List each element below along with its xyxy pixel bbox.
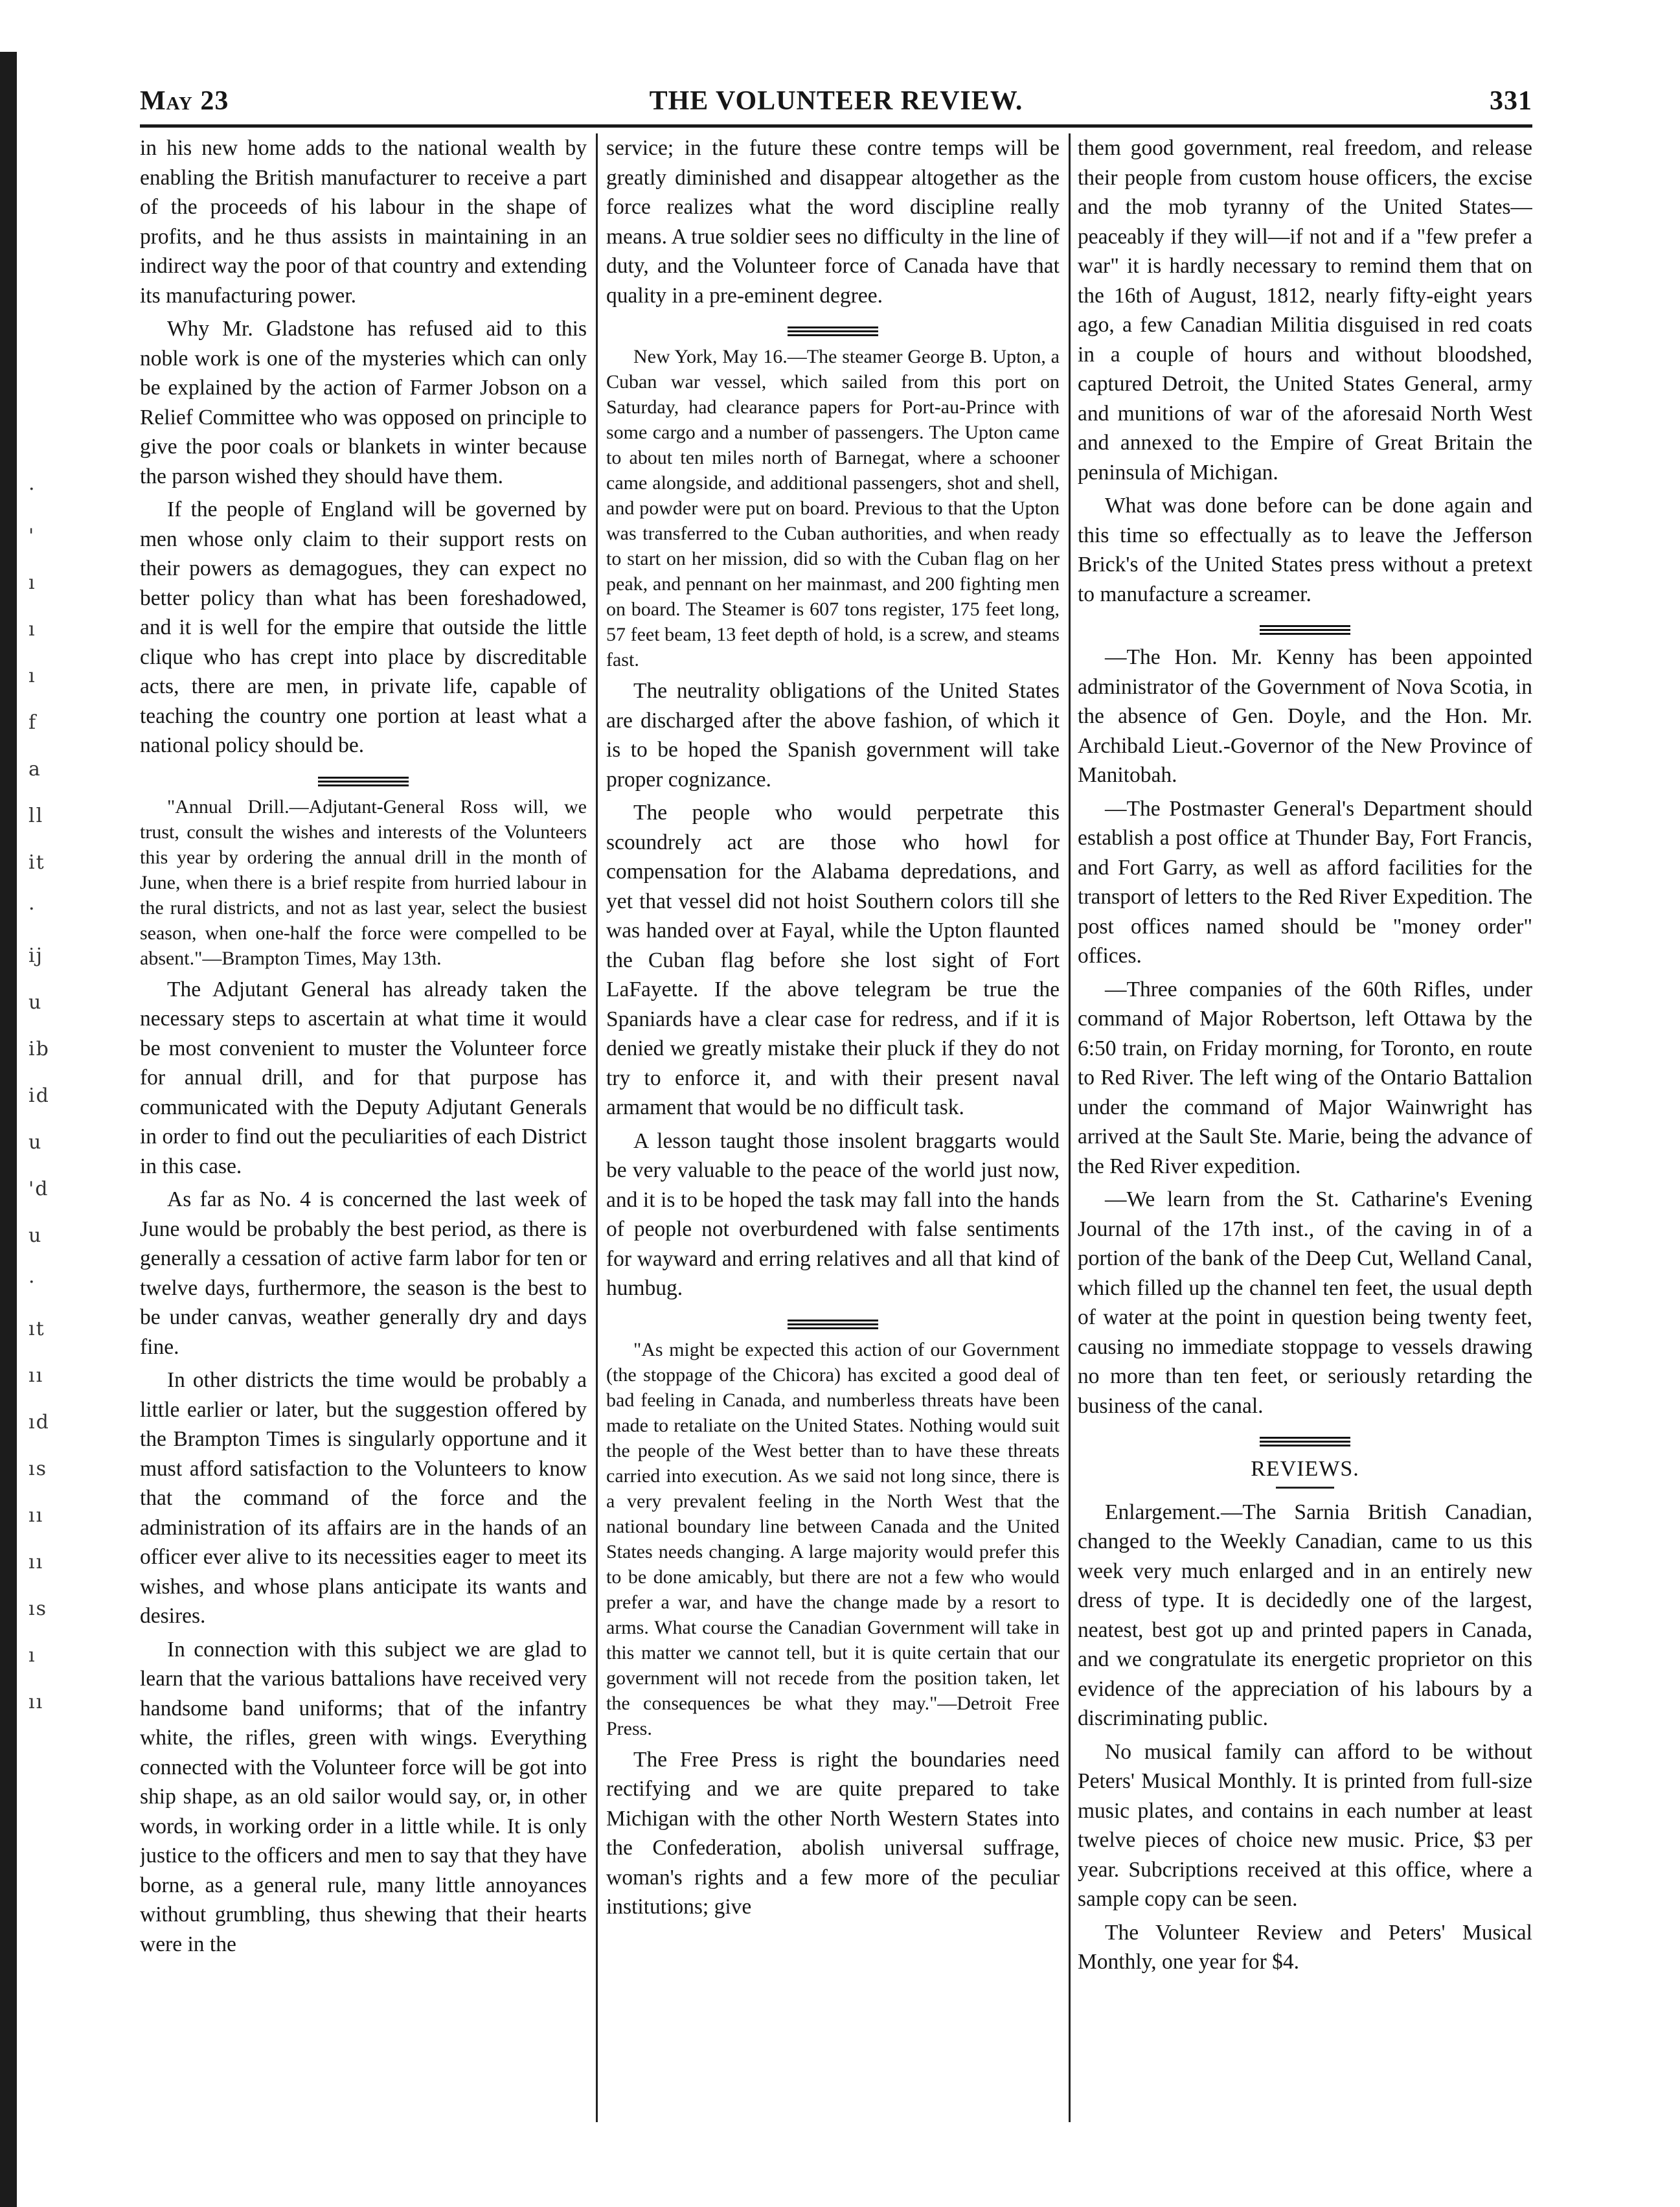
header-rule (140, 124, 1532, 128)
column-2 (606, 133, 1060, 2122)
news-item: —The Postmaster General's Department should establish a post office at Thunder Bay, Fort Francis, and Fort Garry, as well as afford facilities for the transport of letters to the Red River Expedition. The post offices named should be "money order" offices. (1078, 796, 1532, 968)
paragraph: The Adjutant General has already taken the necessary steps to ascertain at what time it would be most convenient to muster the Volunteer force for annual drill, and for that purpose has communicated with the Deputy Adjutant Generals in order to find out the peculiarities of each District in this case. (140, 977, 587, 1178)
news-item: —The Hon. Mr. Kenny has been appointed administrator of the Government of Nova Scotia, in the absence of Gen. Doyle, and the Hon. Mr. Archibald Lieut.-Governor of the New Province of Manitobah. (1078, 645, 1532, 787)
paragraph: The neutrality obligations of the United States are discharged after the above fashion, of which it is to be hoped the Spanish government will take proper cognizance. (606, 679, 1060, 792)
review-item: The Volunteer Review and Peters' Musical Monthly, one year for $4. (1078, 1920, 1532, 1974)
quoted-paragraph: "As might be expected this action of our Government (the stoppage of the Chicora) has excited a good deal of bad feeling in Canada, and numberless threats have been made to retaliate on the United States. Nothing would suit the people of the West better than to have these threats carried into execution. As we said not long since, there is a very prevalent feeling in the North West that the national boundary line between Canada and the United States needs changing. A large majority would prefer this to be done amicably, but there are not a few who would prefer a war, and have the change made by a resort to arms. What course the Canadian Government will take in this matter we cannot tell, but it is quite certain that our government will not recede from the position taken, let the consequences be what they may."—Detroit Free Press. (606, 1338, 1060, 1739)
binding-bleed-through: · ' ı ı ı f a ll it · ij u ib id u 'd u · ıt ıı ıd ıs ıı ıı ıs ı ıı (28, 478, 50, 1713)
paragraph: The people who would perpetrate this scoundrely act are those who howl for compensation for the Alabama depredations, and yet that vessel did not hoist Southern colors till she was handed over at Fayal, while the Upton flaunted the Cuban flag before she lost sight of Fort LaFayette. If the above telegram be true the Spaniards have a clear case for redress, and if it is denied we greatly mistake their pluck if they do not try to enforce it, and with their present naval armament that would be no difficult task. (606, 801, 1060, 1119)
news-item: —Three companies of the 60th Rifles, under command of Major Robertson, left Ottawa by the 6:50 train, on Friday morning, for Toronto, en route to Red River. The left wing of the Ontario Battalion under the command of Major Wainwright has arrived at the Sault Ste. Marie, being the advance of the Red River expedition. (1078, 977, 1532, 1178)
paragraph: What was done before can be done again and this time so effectually as to leave the Jefferson Brick's of the United States press without a pretext to manufacture a screamer. (1078, 494, 1532, 606)
column-rule-1 (596, 133, 598, 2122)
reviews-rule (1276, 1487, 1334, 1489)
section-separator (606, 317, 1060, 332)
header-page-number: 331 (1490, 86, 1532, 116)
page-header (140, 80, 1532, 122)
header-title: THE VOLUNTEER REVIEW. (649, 86, 1023, 116)
binding-edge (0, 52, 17, 2207)
section-separator (1078, 615, 1532, 631)
paragraph: A lesson taught those insolent braggarts would be very valuable to the peace of the world just now, and it is to be hoped the task may fall into the hands of people not overburdened with false sentiments for wayward and erring relatives and all that kind of humbug. (606, 1128, 1060, 1300)
column-3 (1078, 133, 1532, 2122)
section-separator (606, 1310, 1060, 1325)
news-item: —We learn from the St. Catharine's Evening Journal of the 17th inst., of the caving in of a portion of the bank of the Deep Cut, Welland Canal, which filled up the channel ten feet, the usual depth of water at the point in question being twenty feet, causing no immediate stoppage to vessels drawing no more than ten feet, or seriously retarding the business of the canal. (1078, 1187, 1532, 1418)
column-1 (140, 133, 587, 2122)
paragraph: them good government, real freedom, and release their people from custom house officers, the excise and the mob tyranny of the United States—peaceably if they will—if not and if a "few prefer a war" it is hardly necessary to remind them that on the 16th of August, 1812, nearly fifty-eight years ago, a few Canadian Militia disguised in red coats in a couple of hours and without bloodshed, captured Detroit, the United States General, army and munitions of war of the aforesaid North West and annexed to the Empire of Great Britain the peninsula of Michigan. (1078, 136, 1532, 485)
review-item: No musical family can afford to be without Peters' Musical Monthly. It is printed from full-size music plates, and contains in each number at least twelve pieces of choice new music. Price, $3 per year. Subcriptions received at this office, where a sample copy can be seen. (1078, 1739, 1532, 1911)
paragraph: service; in the future these contre temps will be greatly diminished and disappear altogether as the force realizes what the word discipline really means. A true soldier sees no difficulty in the line of duty, and the Volunteer force of Canada have that quality in a pre-eminent degree. (606, 136, 1060, 308)
paragraph: The Free Press is right the boundaries need rectifying and we are quite prepared to take Michigan with the other North Western States into the Confederation, abolish universal suffrage, woman's rights and a few more of the peculiar institutions; give (606, 1747, 1060, 1919)
section-separator (1078, 1427, 1532, 1443)
review-item: Enlargement.—The Sarnia British Canadian, changed to the Weekly Canadian, came to us this week very much enlarged and in an entirely new dress of type. It is decidedly one of the largest, neatest, best got up and printed papers in Canada, and we congratulate its energetic proprietor on this evidence of the appreciation of his labours by a discriminating public. (1078, 1500, 1532, 1730)
paragraph: If the people of England will be governed by men whose only claim to their support rests on their powers as demagogues, they can expect no better policy than what has been foreshadowed, and it is well for the empire that outside the little clique who has crept into place by discreditable acts, there are men, in private life, capable of teaching the country one portion at least what a national policy should be. (140, 497, 587, 757)
news-dispatch: New York, May 16.—The steamer George B. Upton, a Cuban war vessel, which sailed from this port on Saturday, had clearance papers for Port-au-Prince with some cargo and a number of passengers. The Upton came to about ten miles north of Barnegat, where a schooner came alongside, and additional passengers, shot and shell, and powder were put on board. Previous to that the Upton was transferred to the Cuban authorities, and when ready to start on her mission, did so with the Cuban flag on her peak, and pennant on her mainmast, and 200 fighting men on board. The Steamer is 607 tons register, 175 feet long, 57 feet beam, 13 feet depth of hold, is a screw, and steams fast. (606, 346, 1060, 670)
quoted-paragraph: "Annual Drill.—Adjutant-General Ross will, we trust, consult the wishes and interests of the Volunteers this year by ordering the annual drill in the month of June, when there is a brief respite from hurried labour in the rural districts, and not as last year, select the busiest season, when one-half the force were compelled to be absent."—Brampton Times, May 13th. (140, 795, 587, 969)
paragraph: As far as No. 4 is concerned the last week of June would be probably the best period, as there is generally a cessation of active farm labor for ten or twelve days, furthermore, the season is the best to be under canvas, weather generally dry and days fine. (140, 1187, 587, 1359)
paragraph: in his new home adds to the national wealth by enabling the British manufacturer to receive a part of the proceeds of his labour in the shape of profits, and he thus assists in maintaining in an indirect way the poor of that country and extending its manufacturing power. (140, 136, 587, 308)
paragraph: In other districts the time would be probably a little earlier or later, but the suggestion offered by the Brampton Times is singularly opportune and it must afford satisfaction to the Volunteers to know that the command of the force and the administration of its affairs are in the hands of an officer ever alive to its necessities eager to meet its wishes, and whose plans anticipate its wants and desires. (140, 1368, 587, 1628)
column-rule-2 (1069, 133, 1071, 2122)
paragraph: In connection with this subject we are glad to learn that the various battalions have received very handsome band uniforms; that of the infantry white, the rifles, green with wings. Everything connected with the Volunteer force will be got into ship shape, as an old sailor would say, or, in other words, in working order in a little while. It is only justice to the officers and men to say that they have borne, as a general rule, many little annoyances without grumbling, thus shewing that their hearts were in the (140, 1637, 587, 1956)
reviews-heading: REVIEWS. (1251, 1457, 1359, 1481)
paragraph: Why Mr. Gladstone has refused aid to this noble work is one of the mysteries which can only be explained by the action of Farmer Jobson on a Relief Committee who was opposed on principle to give the poor coals or blankets in winter because the parson wished they should have them. (140, 317, 587, 488)
section-separator (140, 767, 587, 783)
header-date: May 23 (140, 86, 229, 116)
